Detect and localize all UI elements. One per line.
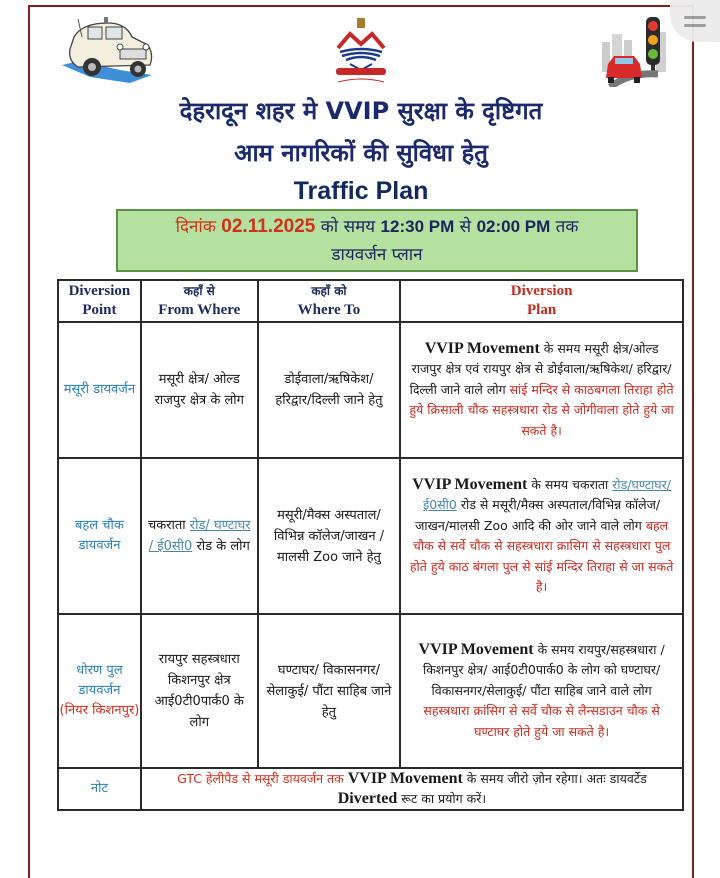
note-label: नोट [58,768,141,810]
start-time: 12:30 PM [380,217,455,236]
note-text-1: के समय जीरो ज़ोन रहेगा। अतः डायवर्टेड [462,771,647,786]
where-to: घण्टाघर/ विकासनगर/सेलाकुई/ पौंटा साहिब जाने हेतु [258,614,401,768]
till-label: तक [555,217,579,237]
plan-vvip: VVIP Movement [418,640,534,658]
plan-route: सहस्त्रधारा क्रांसिग से सर्वे चौक से लैन्सडाउन चौक से घण्टाघर होते हुये जा सकते है। [423,703,660,739]
diversion-plan [400,614,683,768]
header-where-to [258,280,401,322]
note-vvip: VVIP Movement [347,770,463,787]
diversion-point-sub: (नियर किशनपुर) [59,703,140,718]
note-text-2: रूट का प्रयोग करें। [397,791,487,806]
date-time-banner [116,209,638,272]
uttarakhand-police-emblem [330,18,392,88]
diversion-point [58,614,141,768]
diversion-table [57,279,684,811]
table-row [58,322,683,458]
note-text [141,768,683,810]
traffic-light-car-illustration [600,12,672,87]
from-where: रायपुर सहस्त्रधारा किशनपुर क्षेत्र आई0टी0पार्क0 के लोग [141,614,258,768]
plan-vvip: VVIP Movement [424,339,540,357]
diversion-plan [400,458,683,614]
diversion-point-name: धोरण पुल डायवर्जन [76,663,123,698]
header-title-line1: देहरादून शहर मे VVIP सुरक्षा के दृष्टिगत [179,97,543,125]
date-time-line [118,213,636,241]
from-text: चकराता [147,518,190,533]
table-header-row [58,280,683,322]
header-from-english: From Where [158,302,241,318]
where-to: मसूरी/मैक्स अस्पताल/विभिन्न कॉलेज/जाखन /मालसी Zoo जाने हेतु [258,458,401,614]
diversion-plan [400,322,683,458]
plan-link[interactable]: रोड/घण्टाघर/ई0सी0 [423,476,671,512]
header-diversion-point [58,280,141,322]
header-from-hindi: कहाँ से [183,284,215,298]
plan-text: के समय मसूरी क्षेत्र/ओल्ड राजपुर क्षेत्र एवं रायपुर क्षेत्र से डोईवाला/ऋषिकेश/ हरिद्वार/ दिल्ली जाने वाले लोग [409,340,672,397]
at-label: को समय [320,217,376,237]
header-from-where [141,280,258,322]
note-row [58,768,683,810]
header-to-english: Where To [297,302,361,318]
from-text-post: रोड के लोग [192,539,250,554]
diversion-point: मसूरी डायवर्जन [58,322,141,458]
hamburger-menu-icon-bar [684,24,706,27]
header-point-line2: Point [82,302,117,318]
end-time: 02:00 PM [476,217,551,236]
plan-route: सांई मन्दिर से काठबगला तिराहा होते हुये क्रिसाली चौक सहस्त्रधारा रोड से जोगीवाला होते हुये जा सकते है। [409,381,674,438]
header-plan-line2: Plan [527,302,557,318]
table-row [58,458,683,614]
header [28,90,694,208]
date-label: दिनांक [175,217,216,237]
plan-text: के समय चकराता [527,476,613,492]
from-where [141,458,258,614]
header-title-traffic-plan: Traffic Plan [293,177,429,205]
ambassador-car-illustration [60,15,155,87]
header-to-hindi: कहाँ को [311,284,347,298]
from-label: से [459,217,472,237]
header-point-line1: Diversion [68,283,131,299]
diversion-plan-label: डायवर्जन प्लान [331,245,423,265]
plan-route: बहल चौक से सर्वे चौक से सहस्त्रधारा क्रासिग से सहस्त्रधारा पुल होते हुये काठ बंगला पुल से सांई मन्दिर तिराहा से जा सकते है। [409,517,674,594]
diversion-point: बहल चौक डायवर्जन [58,458,141,614]
header-title-line2: आम नागरिकों की सुविधा हेतु [234,139,488,167]
note-diverted: Diverted [337,790,398,807]
from-link[interactable]: रोड/ घण्टाघर / ई0सी0 [148,518,251,554]
hamburger-menu-icon [684,16,706,19]
header-diversion-plan [400,280,683,322]
plan-text-2: रोड से मसूरी/मैक्स अस्पताल/विभिन्न कॉलेज/जाखन/मालसी Zoo आदि की ओर जाने वाले लोग [415,497,661,533]
date-value: 02.11.2025 [221,216,316,237]
where-to: डोईवाला/ऋषिकेश/ हरिद्वार/दिल्ली जाने हेतु [258,322,401,458]
header-plan-line1: Diversion [510,283,573,299]
note-red: GTC हेलीपैड से मसूरी डायवर्जन तक [177,771,348,786]
plan-vvip: VVIP Movement [412,475,528,493]
from-where: मसूरी क्षेत्र/ ओल्ड राजपुर क्षेत्र के लोग [141,322,258,458]
plan-text: के समय रायपुर/सहस्त्रधारा /किशनपुर क्षेत्र/ आई0टी0पार्क0 के लोग को घण्टाघर/विकासनगर/सेलाकुई/ पौंटा साहिब जाने वाले लोग [422,641,665,698]
table-row [58,614,683,768]
